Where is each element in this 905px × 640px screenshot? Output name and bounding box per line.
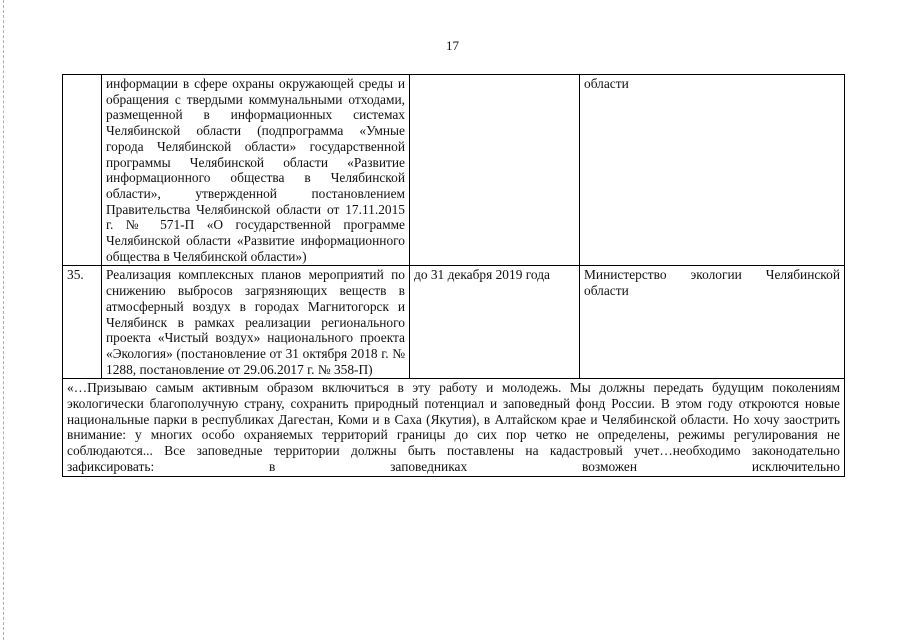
measure-description: информации в сфере охраны окружающей среды и обращения с твердыми коммунальными отходами, размещенной в информационных системах Челябинской области (подпрограмма «Умные города Челябинской области» государственной программы Челябинской области «Развитие информационного общества в Челябинской области», утвержденной постановлением Правительства Челябинской области от 17.11.2015 г. № 571-П «О государственной программе Челябинской области «Развитие информационного общества в Челябинской области») [102, 75, 410, 266]
measure-deadline [410, 75, 580, 266]
page-number: 17 [446, 38, 459, 53]
measures-table [62, 74, 845, 477]
measure-description: Реализация комплексных планов мероприятий по снижению выбросов загрязняющих веществ в атмосферный воздух в городах Магнитогорск и Челябинск в рамках реализации регионального проекта «Чистый воздух» национального проекта «Экология» (постановление от 31 октября 2018 г. № 1288, постановление от 29.06.2017 г. № 358-П) [102, 266, 410, 379]
page-edge-line [3, 0, 4, 640]
table-row [63, 75, 845, 266]
row-number: 35. [63, 266, 102, 379]
measure-executor: Министерство экологии Челябинской области [580, 266, 845, 379]
measure-deadline: до 31 декабря 2019 года [410, 266, 580, 379]
measure-executor: области [580, 75, 845, 266]
table-row [63, 266, 845, 379]
row-number [63, 75, 102, 266]
table-row [63, 379, 845, 476]
president-quote: «…Призываю самым активным образом включиться в эту работу и молодежь. Мы должны передать будущим поколениям экологически благополучную страну, сохранить природный потенциал и заповедный фонд России. В этом году откроются новые национальные парки в республиках Дагестан, Коми и в Саха (Якутия), в Алтайском крае и Челябинской области. Но хочу заострить внимание: у многих особо охраняемых территорий границы до сих пор четко не определены, режимы регулирования не соблюдаются... Все заповедные территории должны быть поставлены на кадастровый учет…необходимо законодательно зафиксировать: в заповедниках возможен исключительно [63, 379, 845, 476]
